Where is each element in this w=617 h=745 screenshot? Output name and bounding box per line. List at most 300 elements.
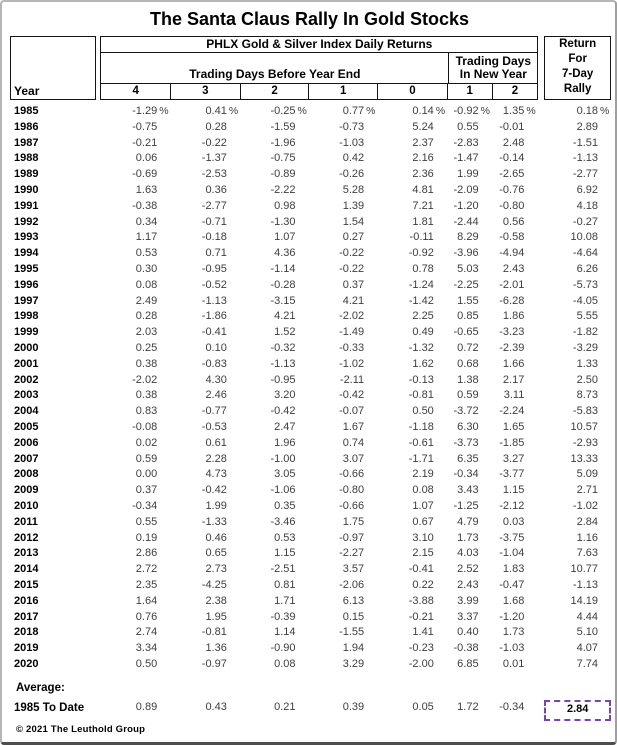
table-row bbox=[10, 610, 611, 626]
percent-sign bbox=[598, 483, 611, 499]
data-table-body bbox=[10, 104, 611, 673]
percent-sign bbox=[296, 420, 309, 436]
value-cell-before-4: 0.28 bbox=[102, 309, 171, 325]
percent-sign bbox=[364, 357, 377, 373]
average-label: 1985 To Date bbox=[14, 701, 85, 714]
percent-sign bbox=[598, 120, 611, 136]
value-cell-rally: 5.10 bbox=[537, 625, 611, 641]
percent-sign: % bbox=[600, 105, 610, 117]
new-year-group-label-line1: Trading Days bbox=[455, 54, 531, 68]
new-year-col-header-1: 1 bbox=[447, 84, 492, 99]
value-cell-before-4: 1.17 bbox=[102, 230, 171, 246]
percent-sign bbox=[434, 151, 447, 167]
percent-sign bbox=[227, 546, 240, 562]
value-cell-before-3: -0.53 bbox=[170, 420, 240, 436]
value-cell-rally: -3.29 bbox=[537, 341, 611, 357]
value-cell-before-3: -0.18 bbox=[170, 230, 240, 246]
table-row bbox=[10, 373, 611, 389]
percent-sign bbox=[157, 388, 170, 404]
value-cell-rally: -4.05 bbox=[537, 294, 611, 310]
table-row bbox=[10, 151, 611, 167]
value-cell-newyear-1: 3.37 bbox=[447, 610, 492, 626]
table-row bbox=[10, 499, 611, 515]
percent-sign bbox=[296, 404, 309, 420]
table-row bbox=[10, 515, 611, 531]
percent-sign bbox=[364, 230, 377, 246]
percent-sign bbox=[524, 641, 537, 657]
value-cell-before-0: 0.78 bbox=[377, 262, 447, 278]
year-cell: 1994 bbox=[14, 247, 39, 260]
percent-sign bbox=[157, 467, 170, 483]
percent-sign bbox=[479, 199, 492, 215]
value-cell-before-1: -2.06 bbox=[309, 578, 378, 594]
value-cell-before-2: 0.81 bbox=[240, 578, 309, 594]
percent-sign bbox=[598, 357, 611, 373]
value-cell-newyear-1: -1.25 bbox=[447, 499, 492, 515]
percent-sign bbox=[598, 625, 611, 641]
value-cell-before-2: -1.00 bbox=[240, 452, 309, 468]
percent-sign bbox=[434, 215, 447, 231]
percent-sign bbox=[364, 151, 377, 167]
value-cell-before-4: 0.30 bbox=[102, 262, 171, 278]
value-cell-before-0: -0.41 bbox=[377, 562, 447, 578]
value-cell-before-4: 1.64 bbox=[102, 594, 171, 610]
percent-sign bbox=[227, 325, 240, 341]
value-cell-before-3: -1.13 bbox=[170, 294, 240, 310]
value-cell-newyear-2: 1.86 bbox=[492, 309, 538, 325]
value-cell-newyear-1: 0.40 bbox=[447, 625, 492, 641]
table-row bbox=[10, 467, 611, 483]
percent-sign bbox=[598, 388, 611, 404]
value-cell-rally: 10.77 bbox=[537, 562, 611, 578]
average-value-before-4: 0.89 bbox=[135, 700, 158, 713]
value-cell-before-0: 0.22 bbox=[377, 578, 447, 594]
percent-sign bbox=[364, 246, 377, 262]
percent-sign bbox=[227, 625, 240, 641]
value-cell-newyear-2: 2.48 bbox=[492, 136, 538, 152]
value-cell-before-1: -1.55 bbox=[309, 625, 378, 641]
value-cell-before-3: -0.81 bbox=[170, 625, 240, 641]
value-cell-newyear-2: -0.80 bbox=[492, 199, 538, 215]
value-cell-rally: -4.64 bbox=[537, 246, 611, 262]
percent-sign bbox=[157, 562, 170, 578]
percent-sign bbox=[479, 325, 492, 341]
percent-sign bbox=[479, 404, 492, 420]
value-cell-rally: -1.13 bbox=[537, 151, 611, 167]
value-cell-before-2: 1.07 bbox=[240, 230, 309, 246]
value-cell-before-4: 0.37 bbox=[102, 483, 171, 499]
percent-sign bbox=[296, 373, 309, 389]
percent-sign bbox=[296, 309, 309, 325]
value-cell-newyear-1: -3.73 bbox=[447, 436, 492, 452]
percent-sign bbox=[227, 562, 240, 578]
value-cell-before-4: -1.29 % bbox=[102, 104, 171, 120]
percent-sign bbox=[227, 151, 240, 167]
average-rally-value: 2.84 bbox=[566, 703, 589, 716]
percent-sign bbox=[524, 246, 537, 262]
percent-sign bbox=[598, 215, 611, 231]
percent-sign bbox=[227, 388, 240, 404]
value-cell-before-1: -1.49 bbox=[309, 325, 378, 341]
percent-sign bbox=[524, 309, 537, 325]
value-cell-before-2: -1.14 bbox=[240, 262, 309, 278]
percent-sign bbox=[157, 499, 170, 515]
value-cell-newyear-1: 3.99 bbox=[447, 594, 492, 610]
value-cell-before-1: -2.27 bbox=[309, 546, 378, 562]
percent-sign bbox=[479, 531, 492, 547]
percent-sign bbox=[434, 452, 447, 468]
value-cell-newyear-1: -0.34 bbox=[447, 467, 492, 483]
percent-sign bbox=[157, 578, 170, 594]
table-row bbox=[10, 625, 611, 641]
value-cell-before-1: -0.07 bbox=[309, 404, 378, 420]
percent-sign bbox=[479, 230, 492, 246]
value-cell-newyear-1: 5.03 bbox=[447, 262, 492, 278]
percent-sign: % bbox=[228, 105, 239, 117]
value-cell-rally: 10.08 bbox=[537, 230, 611, 246]
percent-sign bbox=[479, 388, 492, 404]
value-cell-newyear-2: 0.01 bbox=[492, 657, 538, 673]
value-cell-before-0: 0.67 bbox=[377, 515, 447, 531]
percent-sign bbox=[227, 357, 240, 373]
value-cell-newyear-2: 1.68 bbox=[492, 594, 538, 610]
percent-sign bbox=[296, 246, 309, 262]
percent-sign bbox=[364, 483, 377, 499]
group-labels-row bbox=[101, 53, 537, 83]
percent-sign bbox=[479, 641, 492, 657]
percent-sign bbox=[364, 562, 377, 578]
percent-sign bbox=[434, 641, 447, 657]
value-cell-before-4: 0.08 bbox=[102, 278, 171, 294]
percent-sign bbox=[598, 546, 611, 562]
value-cell-rally: 2.84 bbox=[537, 515, 611, 531]
percent-sign bbox=[296, 531, 309, 547]
before-col-header-2: 2 bbox=[240, 84, 309, 99]
percent-sign bbox=[157, 167, 170, 183]
percent-sign bbox=[227, 436, 240, 452]
percent-sign bbox=[364, 546, 377, 562]
value-cell-before-1: 0.15 bbox=[309, 610, 378, 626]
percent-sign bbox=[479, 467, 492, 483]
value-cell-before-2: -0.89 bbox=[240, 167, 309, 183]
percent-sign bbox=[598, 610, 611, 626]
percent-sign bbox=[296, 483, 309, 499]
percent-sign bbox=[598, 578, 611, 594]
percent-sign bbox=[364, 404, 377, 420]
percent-sign bbox=[296, 325, 309, 341]
value-cell-before-3: 0.61 bbox=[170, 436, 240, 452]
value-cell-before-4: 0.53 bbox=[102, 246, 171, 262]
value-cell-before-2: -0.95 bbox=[240, 373, 309, 389]
percent-sign bbox=[524, 167, 537, 183]
percent-sign bbox=[296, 357, 309, 373]
value-cell-newyear-2: -0.47 bbox=[492, 578, 538, 594]
percent-sign bbox=[434, 136, 447, 152]
table-row bbox=[10, 420, 611, 436]
value-cell-newyear-2: 1.15 bbox=[492, 483, 538, 499]
percent-sign bbox=[479, 625, 492, 641]
percent-sign bbox=[524, 610, 537, 626]
year-cell: 1997 bbox=[14, 294, 39, 307]
value-cell-newyear-2: -3.23 bbox=[492, 325, 538, 341]
value-cell-before-0: 1.81 bbox=[377, 215, 447, 231]
value-cell-before-0: 0.50 bbox=[377, 404, 447, 420]
value-cell-newyear-1: 1.55 bbox=[447, 294, 492, 310]
year-cell: 1992 bbox=[14, 215, 39, 228]
percent-sign bbox=[296, 230, 309, 246]
percent-sign bbox=[157, 136, 170, 152]
percent-sign: % bbox=[435, 105, 446, 117]
percent-sign bbox=[479, 151, 492, 167]
value-cell-newyear-1: 3.43 bbox=[447, 483, 492, 499]
value-cell-before-4: 2.49 bbox=[102, 294, 171, 310]
percent-sign bbox=[296, 199, 309, 215]
percent-sign bbox=[524, 262, 537, 278]
year-cell: 1990 bbox=[14, 183, 39, 196]
average-value-before-2: 0.21 bbox=[274, 700, 296, 713]
percent-sign bbox=[434, 373, 447, 389]
year-cell: 2017 bbox=[14, 610, 39, 623]
percent-sign bbox=[479, 499, 492, 515]
value-cell-newyear-1: -1.20 bbox=[447, 199, 492, 215]
percent-sign bbox=[157, 373, 170, 389]
value-cell-before-2: 3.05 bbox=[240, 467, 309, 483]
table-row bbox=[10, 531, 611, 547]
value-cell-newyear-1: 4.79 bbox=[447, 515, 492, 531]
percent-sign bbox=[296, 641, 309, 657]
percent-sign bbox=[227, 278, 240, 294]
percent-sign bbox=[296, 436, 309, 452]
value-cell-before-4: -0.34 bbox=[102, 499, 171, 515]
percent-sign bbox=[524, 420, 537, 436]
value-cell-newyear-2: -4.94 bbox=[492, 246, 538, 262]
percent-sign bbox=[157, 325, 170, 341]
value-cell-before-2: -1.96 bbox=[240, 136, 309, 152]
value-cell-newyear-2: 1.83 bbox=[492, 562, 538, 578]
value-cell-before-2: 0.08 bbox=[240, 657, 309, 673]
value-cell-newyear-2: -1.03 bbox=[492, 641, 538, 657]
table-row bbox=[10, 562, 611, 578]
percent-sign bbox=[479, 262, 492, 278]
value-cell-before-2: 0.35 bbox=[240, 499, 309, 515]
year-cell: 2001 bbox=[14, 357, 39, 370]
value-cell-rally: -5.73 bbox=[537, 278, 611, 294]
value-cell-before-1: -0.73 bbox=[309, 120, 378, 136]
year-cell: 2011 bbox=[14, 515, 38, 528]
value-cell-rally: -1.02 bbox=[537, 499, 611, 515]
value-cell-before-3: 0.36 bbox=[170, 183, 240, 199]
percent-sign bbox=[227, 215, 240, 231]
percent-sign bbox=[524, 499, 537, 515]
percent-sign bbox=[479, 167, 492, 183]
percent-sign bbox=[227, 341, 240, 357]
percent-sign bbox=[479, 578, 492, 594]
percent-sign bbox=[296, 167, 309, 183]
value-cell-before-3: 2.73 bbox=[170, 562, 240, 578]
year-cell: 2007 bbox=[14, 452, 39, 465]
value-cell-rally: 7.63 bbox=[537, 546, 611, 562]
percent-sign bbox=[598, 657, 611, 673]
percent-sign bbox=[296, 151, 309, 167]
value-cell-rally: 10.57 bbox=[537, 420, 611, 436]
value-cell-before-0: 2.16 bbox=[377, 151, 447, 167]
value-cell-before-3: -2.77 bbox=[170, 199, 240, 215]
percent-sign bbox=[434, 467, 447, 483]
value-cell-before-0: 2.15 bbox=[377, 546, 447, 562]
year-cell: 2008 bbox=[14, 468, 39, 481]
value-cell-before-0: 1.62 bbox=[377, 357, 447, 373]
returns-header-box bbox=[100, 36, 538, 100]
percent-sign bbox=[296, 562, 309, 578]
percent-sign bbox=[227, 246, 240, 262]
percent-sign bbox=[157, 546, 170, 562]
year-cell: 2019 bbox=[14, 642, 39, 655]
value-cell-before-4: -0.75 bbox=[102, 120, 171, 136]
percent-sign bbox=[227, 136, 240, 152]
value-cell-before-3: 2.38 bbox=[170, 594, 240, 610]
percent-sign bbox=[227, 578, 240, 594]
percent-sign bbox=[524, 483, 537, 499]
percent-sign bbox=[227, 167, 240, 183]
percent-sign bbox=[479, 120, 492, 136]
value-cell-before-3: -1.86 bbox=[170, 309, 240, 325]
value-cell-before-2: -0.42 bbox=[240, 404, 309, 420]
percent-sign bbox=[479, 294, 492, 310]
year-header-box bbox=[10, 36, 96, 100]
value-cell-before-4: 0.83 bbox=[102, 404, 171, 420]
percent-sign bbox=[364, 515, 377, 531]
value-cell-before-3: -0.77 bbox=[170, 404, 240, 420]
value-cell-before-0: -0.13 bbox=[377, 373, 447, 389]
rally-header-line2: For bbox=[568, 53, 587, 65]
percent-sign bbox=[227, 120, 240, 136]
percent-sign bbox=[524, 467, 537, 483]
percent-sign bbox=[157, 294, 170, 310]
value-cell-before-3: -1.33 bbox=[170, 515, 240, 531]
value-cell-before-3: -0.95 bbox=[170, 262, 240, 278]
year-cell: 2006 bbox=[14, 436, 39, 449]
value-cell-newyear-2: -2.01 bbox=[492, 278, 538, 294]
percent-sign bbox=[227, 373, 240, 389]
percent-sign bbox=[157, 641, 170, 657]
percent-sign bbox=[296, 610, 309, 626]
table-row bbox=[10, 388, 611, 404]
year-cell: 1999 bbox=[14, 326, 39, 339]
table-row bbox=[10, 641, 611, 657]
percent-sign bbox=[157, 183, 170, 199]
value-cell-before-0: -0.21 bbox=[377, 610, 447, 626]
value-cell-newyear-1: -2.83 bbox=[447, 136, 492, 152]
percent-sign bbox=[296, 452, 309, 468]
percent-sign bbox=[157, 309, 170, 325]
percent-sign bbox=[296, 262, 309, 278]
percent-sign bbox=[479, 610, 492, 626]
value-cell-before-3: -0.22 bbox=[170, 136, 240, 152]
value-cell-before-3: 0.65 bbox=[170, 546, 240, 562]
value-cell-newyear-1: 0.72 bbox=[447, 341, 492, 357]
percent-sign bbox=[296, 467, 309, 483]
year-cell: 2002 bbox=[14, 373, 39, 386]
value-cell-before-2: 1.15 bbox=[240, 546, 309, 562]
percent-sign bbox=[524, 136, 537, 152]
value-cell-before-4: 0.76 bbox=[102, 610, 171, 626]
percent-sign bbox=[364, 531, 377, 547]
highlighted-average-rally-box bbox=[544, 700, 611, 721]
table-row bbox=[10, 483, 611, 499]
value-cell-newyear-2: -6.28 bbox=[492, 294, 538, 310]
value-cell-rally: 6.26 bbox=[537, 262, 611, 278]
value-cell-newyear-2: -0.14 bbox=[492, 151, 538, 167]
value-cell-before-2: -1.06 bbox=[240, 483, 309, 499]
percent-sign bbox=[434, 294, 447, 310]
value-cell-rally: -2.77 bbox=[537, 167, 611, 183]
value-cell-newyear-1: -0.92 % bbox=[447, 104, 492, 120]
value-cell-newyear-2: 1.65 bbox=[492, 420, 538, 436]
table-row bbox=[10, 246, 611, 262]
percent-sign bbox=[364, 373, 377, 389]
column-numbers-row bbox=[101, 83, 537, 99]
percent-sign bbox=[227, 404, 240, 420]
percent-sign bbox=[364, 167, 377, 183]
percent-sign bbox=[364, 657, 377, 673]
percent-sign bbox=[157, 246, 170, 262]
value-cell-before-0: -1.42 bbox=[377, 294, 447, 310]
percent-sign bbox=[598, 136, 611, 152]
percent-sign bbox=[479, 515, 492, 531]
percent-sign bbox=[227, 483, 240, 499]
percent-sign bbox=[598, 467, 611, 483]
value-cell-before-1: -1.02 bbox=[309, 357, 378, 373]
average-value-before-1: 0.39 bbox=[342, 700, 365, 713]
percent-sign bbox=[296, 657, 309, 673]
value-cell-before-3: -1.37 bbox=[170, 151, 240, 167]
value-cell-before-4: 2.86 bbox=[102, 546, 171, 562]
before-col-header-1: 1 bbox=[308, 84, 377, 99]
value-cell-before-0: -1.18 bbox=[377, 420, 447, 436]
year-label: Year bbox=[14, 84, 40, 98]
value-cell-before-4: 0.25 bbox=[102, 341, 171, 357]
percent-sign bbox=[296, 578, 309, 594]
percent-sign bbox=[157, 230, 170, 246]
percent-sign bbox=[364, 420, 377, 436]
year-cell: 2016 bbox=[14, 594, 39, 607]
value-cell-newyear-2: -3.77 bbox=[492, 467, 538, 483]
average-value-before-3: 0.43 bbox=[205, 700, 227, 713]
value-cell-newyear-2: -1.85 bbox=[492, 436, 538, 452]
percent-sign bbox=[524, 278, 537, 294]
percent-sign bbox=[598, 262, 611, 278]
value-cell-before-0: 5.24 bbox=[377, 120, 447, 136]
before-year-end-group-label: Trading Days Before Year End bbox=[189, 67, 361, 81]
percent-sign bbox=[479, 136, 492, 152]
value-cell-before-1: -2.02 bbox=[309, 309, 378, 325]
value-cell-before-2: -2.22 bbox=[240, 183, 309, 199]
percent-sign bbox=[598, 183, 611, 199]
value-cell-newyear-2: -2.12 bbox=[492, 499, 538, 515]
percent-sign bbox=[479, 562, 492, 578]
value-cell-before-0: 3.10 bbox=[377, 531, 447, 547]
value-cell-newyear-1: -2.09 bbox=[447, 183, 492, 199]
value-cell-before-3: 4.73 bbox=[170, 467, 240, 483]
value-cell-rally: 2.89 bbox=[537, 120, 611, 136]
percent-sign bbox=[434, 515, 447, 531]
percent-sign bbox=[227, 452, 240, 468]
percent-sign bbox=[364, 594, 377, 610]
percent-sign bbox=[524, 357, 537, 373]
percent-sign bbox=[364, 388, 377, 404]
percent-sign bbox=[524, 151, 537, 167]
value-cell-before-3: 1.95 bbox=[170, 610, 240, 626]
